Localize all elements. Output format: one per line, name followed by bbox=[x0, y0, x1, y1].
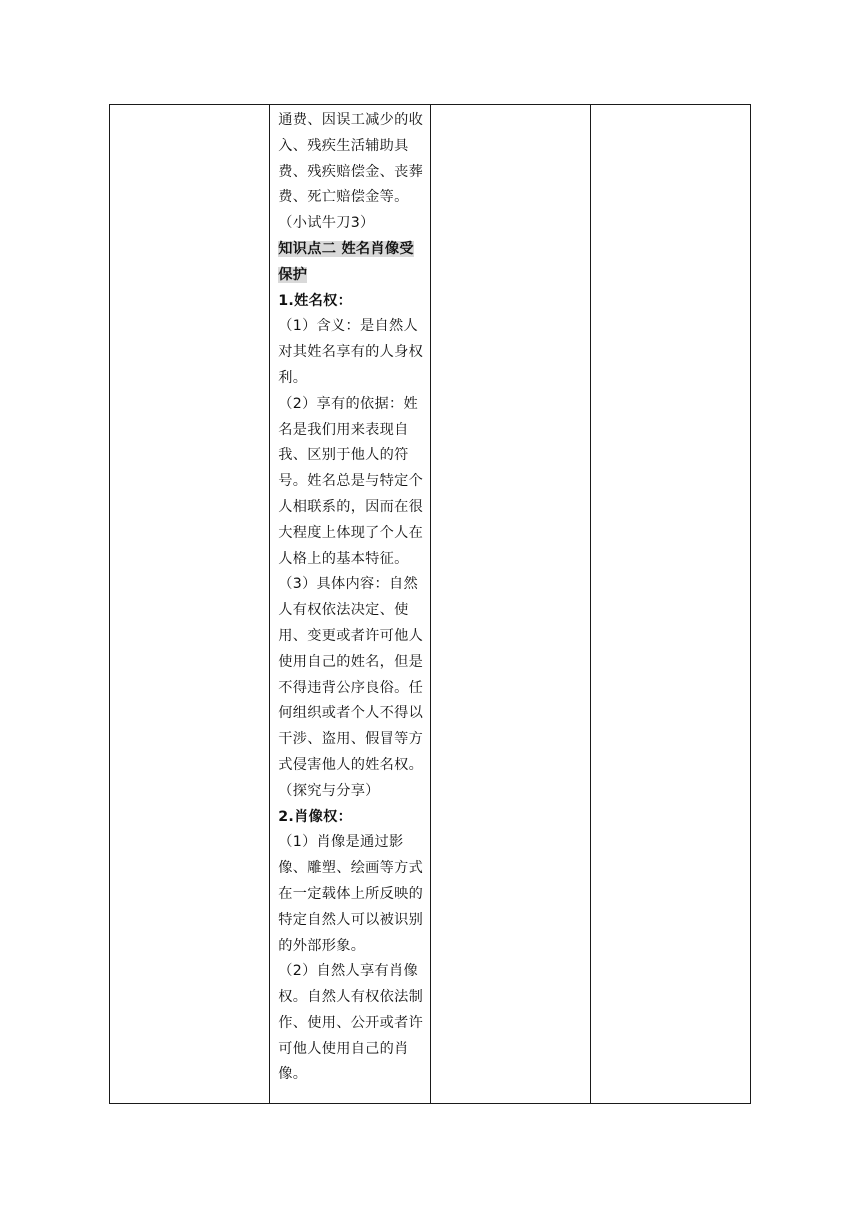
table-cell-col3 bbox=[430, 105, 590, 1104]
cell-content bbox=[270, 105, 429, 1088]
table-row bbox=[110, 105, 751, 1104]
lesson-plan-table bbox=[109, 104, 751, 1104]
paragraph-portrait-definition: （1）肖像是通过影像、雕塑、绘画等方式在一定载体上所反映的特定自然人可以被识别的外部形象。 bbox=[278, 834, 424, 954]
paragraph-compensation: 通费、因误工减少的收入、残疾生活辅助具费、残疾赔偿金、丧葬费、死亡赔偿金等。（小试牛刀3） bbox=[278, 112, 424, 232]
knowledge-point-heading bbox=[278, 237, 423, 289]
paragraph-portrait-right: （2）自然人享有肖像权。自然人有权依法制作、使用、公开或者许可他人使用自己的肖像。 bbox=[278, 963, 424, 1083]
paragraph-name-right-meaning: （1）含义：是自然人对其姓名享有的人身权利。 bbox=[278, 318, 424, 386]
table-cell-col4 bbox=[590, 105, 750, 1104]
paragraph-name-right-basis: （2）享有的依据：姓名是我们用来表现自我、区别于他人的符号。姓名总是与特定个人相联系的，因而在很大程度上体现了个人在人格上的基本特征。 bbox=[278, 395, 424, 567]
heading-highlight: 知识点二 姓名肖像受保护 bbox=[278, 240, 414, 283]
table-cell-col1 bbox=[110, 105, 270, 1104]
table-cell-col2 bbox=[270, 105, 430, 1104]
section-title-name-right: 1.姓名权： bbox=[278, 292, 353, 309]
paragraph-name-right-content: （3）具体内容：自然人有权依法决定、使用、变更或者许可他人使用自己的姓名，但是不得违背公序良俗。任何组织或者个人不得以干涉、盗用、假冒等方式侵害他人的姓名权。（探究与分享） bbox=[278, 576, 424, 799]
section-title-portrait-right: 2.肖像权： bbox=[278, 808, 353, 825]
